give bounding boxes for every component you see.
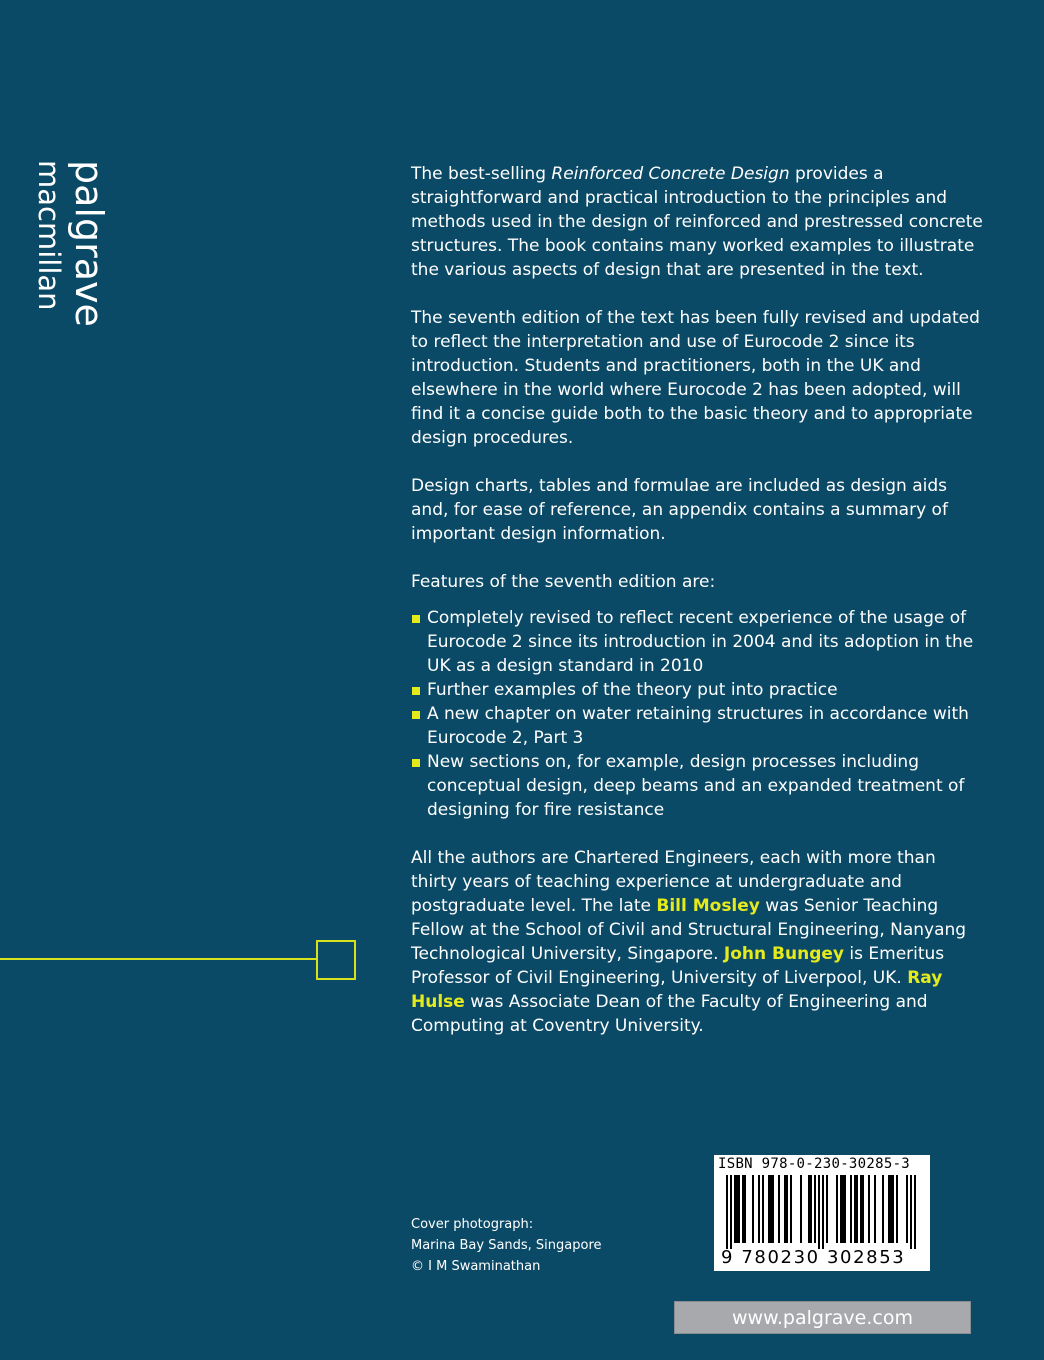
barcode-bar bbox=[874, 1175, 876, 1243]
barcode-bar bbox=[896, 1175, 898, 1243]
barcode-bar bbox=[808, 1175, 810, 1243]
barcode-bar bbox=[862, 1175, 864, 1243]
barcode-bar bbox=[730, 1175, 732, 1249]
authors-paragraph: All the authors are Chartered Engineers, each with more than thirty years of teaching experience at undergraduate and postgraduate level. The late Bill Mosley was Senior Teaching Fellow at the School of Civil and Structural Engineering, Nanyang Technological University, Singapore. John Bungey is Emeritus Professor of Civil Engineering, University of Liverpool, UK. Ray Hulse was Associate Dean of the Faculty of Engineering and Computing at Coventry University. bbox=[411, 848, 967, 1036]
barcode-bar bbox=[786, 1175, 788, 1243]
list-item: Completely revised to reflect recent experience of the usage of Eurocode 2 since its introduction in 2004 and its adoption in the UK as a design standard in 2010 bbox=[411, 606, 986, 678]
publisher-logo-wordmark bbox=[18, 160, 111, 345]
barcode-bar bbox=[906, 1175, 908, 1243]
list-item: A new chapter on water retaining structures in accordance with Eurocode 2, Part 3 bbox=[411, 702, 986, 750]
barcode-bar bbox=[768, 1175, 770, 1243]
logo-line-macmillan: macmillan bbox=[32, 160, 66, 311]
barcode-bar bbox=[850, 1175, 852, 1243]
bullet-square-icon bbox=[412, 687, 420, 695]
author-name-mosley: Bill Mosley bbox=[656, 896, 760, 916]
back-cover-blurb bbox=[411, 162, 986, 1062]
barcode-bar bbox=[868, 1175, 870, 1243]
barcode-bar bbox=[800, 1175, 802, 1243]
barcode-bar bbox=[844, 1175, 846, 1243]
barcode-bar bbox=[742, 1175, 744, 1243]
barcode-bar bbox=[892, 1175, 894, 1243]
bullet-square-icon bbox=[412, 759, 420, 767]
barcode-bar bbox=[744, 1175, 746, 1243]
features-list bbox=[411, 606, 986, 822]
barcode-bar bbox=[770, 1175, 772, 1243]
edition-paragraph: The seventh edition of the text has been fully revised and updated to reflect the interpretation and use of Eurocode 2 since its introduction. Students and practitioners, both in the UK and elsewhere in the world where Eurocode 2 has been adopted, will find it a concise guide both to the basic theory and to appropriate design procedures. bbox=[411, 308, 980, 448]
features-heading: Features of the seventh edition are: bbox=[411, 572, 716, 592]
author-name-hulse: Ray Hulse bbox=[411, 968, 943, 1012]
barcode-bar bbox=[752, 1175, 754, 1243]
barcode-bar bbox=[778, 1175, 780, 1243]
website-link[interactable] bbox=[674, 1301, 971, 1334]
barcode-bar bbox=[856, 1175, 858, 1243]
ean-digits: 9 780230 302853 bbox=[721, 1247, 906, 1268]
bullet-square-icon bbox=[412, 615, 420, 623]
barcode-bar bbox=[854, 1175, 856, 1243]
intro-paragraph: The best-selling Reinforced Concrete Design provides a straightforward and practical introduction to the principles and methods used in the design of reinforced and prestressed concrete structures. The book contains many worked examples to illustrate the various aspects of design that are presented in the text. bbox=[411, 164, 983, 280]
decorative-square bbox=[316, 940, 356, 980]
barcode-bar bbox=[860, 1175, 862, 1243]
author-name-bungey: John Bungey bbox=[723, 944, 844, 964]
decorative-rule bbox=[0, 958, 318, 960]
list-item: Further examples of the theory put into practice bbox=[411, 678, 986, 702]
barcode-bar bbox=[910, 1175, 912, 1249]
barcode-bar bbox=[840, 1175, 842, 1243]
barcode-bar bbox=[882, 1175, 884, 1243]
barcode-bar bbox=[784, 1175, 786, 1243]
logo-line-palgrave: palgrave bbox=[67, 160, 111, 327]
barcode-bar bbox=[790, 1175, 792, 1243]
barcode-bar bbox=[758, 1175, 760, 1243]
barcode-bar bbox=[814, 1175, 816, 1243]
barcode-bar bbox=[888, 1175, 890, 1243]
barcode-bar bbox=[890, 1175, 892, 1243]
barcode-bar bbox=[822, 1175, 824, 1249]
barcode-bar bbox=[762, 1175, 764, 1243]
book-title: Reinforced Concrete Design bbox=[551, 164, 790, 184]
barcode-bar bbox=[914, 1175, 916, 1249]
website-url[interactable]: www.palgrave.com bbox=[732, 1306, 913, 1329]
list-item: New sections on, for example, design processes including conceptual design, deep beams and an expanded treatment of designing for fire resistance bbox=[411, 750, 986, 822]
barcode-bar bbox=[842, 1175, 844, 1243]
isbn-label: ISBN 978-0-230-30285-3 bbox=[718, 1156, 911, 1172]
credit-line: Marina Bay Sands, Singapore bbox=[411, 1238, 602, 1253]
barcode-bar bbox=[736, 1175, 738, 1243]
barcode-bar bbox=[726, 1175, 728, 1249]
publisher-logo bbox=[18, 160, 111, 345]
bullet-square-icon bbox=[412, 711, 420, 719]
barcode-bar bbox=[772, 1175, 774, 1243]
barcode-bars bbox=[720, 1175, 924, 1249]
isbn-barcode bbox=[714, 1155, 930, 1271]
design-aids-paragraph: Design charts, tables and formulae are included as design aids and, for ease of reference, an appendix contains a summary of important design information. bbox=[411, 476, 948, 544]
barcode-bar bbox=[810, 1175, 812, 1243]
barcode-bar bbox=[738, 1175, 740, 1243]
barcode-bar bbox=[826, 1175, 828, 1243]
barcode-bar bbox=[836, 1175, 838, 1243]
barcode-bar bbox=[734, 1175, 736, 1243]
barcode-bar bbox=[818, 1175, 820, 1249]
credit-line: Cover photograph: bbox=[411, 1217, 534, 1232]
credit-line: © I M Swaminathan bbox=[411, 1259, 541, 1274]
cover-photo-credit bbox=[411, 1214, 602, 1277]
